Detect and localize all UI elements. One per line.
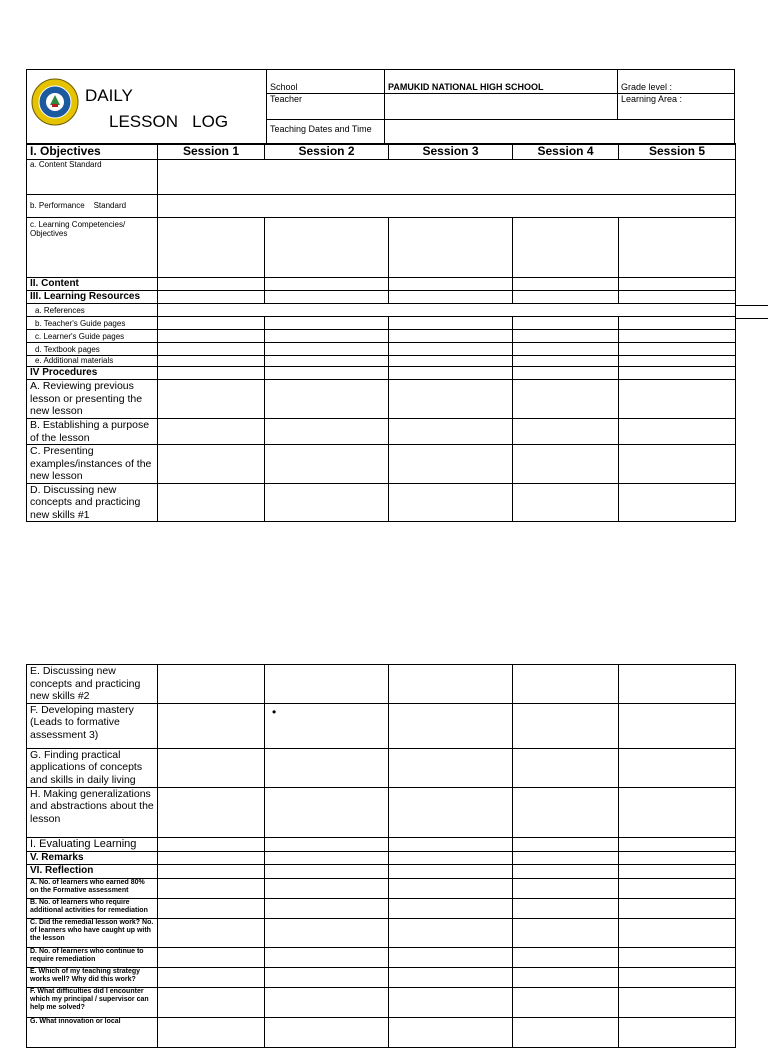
table-row <box>27 291 736 304</box>
school-value: PAMUKID NATIONAL HIGH SCHOOL <box>385 70 618 94</box>
additional-materials-label: e. Additional materials <box>27 356 158 367</box>
school-label: School <box>267 70 385 94</box>
textbook-label: d. Textbook pages <box>27 343 158 356</box>
teacher-label: Teacher <box>267 94 385 120</box>
school-seal-icon <box>31 78 79 131</box>
content-standard-label: a. Content Standard <box>27 160 158 195</box>
procedure-i-label: I. Evaluating Learning <box>27 837 158 851</box>
table-row <box>27 898 736 918</box>
title-lesson-log: LESSON LOG <box>109 112 229 131</box>
reflection-d-label: D. No. of learners who continue to require remediation <box>27 947 158 967</box>
competencies-label: c. Learning Competencies/ Objectives <box>27 218 158 278</box>
remarks-heading: V. Remarks <box>27 851 158 864</box>
table-row <box>27 837 736 851</box>
procedures-heading: IV Procedures <box>27 367 158 380</box>
teacher-value <box>385 94 618 120</box>
bullet-mark: • <box>265 703 389 748</box>
table-row <box>27 1017 736 1047</box>
table-row <box>27 343 736 356</box>
stray-rule-line <box>735 305 768 306</box>
teaching-dates-label: Teaching Dates and Time <box>267 120 385 145</box>
table-row <box>27 918 736 947</box>
procedure-d-label: D. Discussing new concepts and practicing new skills #1 <box>27 483 158 522</box>
teaching-dates-value <box>385 120 735 145</box>
table-row <box>27 330 736 343</box>
table-row <box>27 218 736 278</box>
grade-level-label: Grade level : <box>618 70 735 94</box>
performance-standard-label: b. Performance Standard <box>27 195 158 218</box>
reflection-g-label: G. What innovation or local <box>27 1017 158 1047</box>
table-row <box>27 864 736 878</box>
table-row <box>27 367 736 380</box>
lesson-log-table-page2 <box>26 664 736 1048</box>
table-row <box>27 967 736 987</box>
table-row <box>27 445 736 484</box>
performance-standard-cell <box>158 195 736 218</box>
procedure-h-label: H. Making generalizations and abstractions about the lesson <box>27 787 158 837</box>
procedure-g-label: G. Finding practical applications of concepts and skills in daily living <box>27 748 158 787</box>
procedure-c-label: C. Presenting examples/instances of the new lesson <box>27 445 158 484</box>
reflection-e-label: E. Which of my teaching strategy works well? Why did this work? <box>27 967 158 987</box>
procedure-a-label: A. Reviewing previous lesson or presenting the new lesson <box>27 380 158 419</box>
learners-guide-label: c. Learner's Guide pages <box>27 330 158 343</box>
table-row <box>27 665 736 704</box>
procedure-e-label: E. Discussing new concepts and practicing new skills #2 <box>27 665 158 704</box>
reflection-heading: VI. Reflection <box>27 864 158 878</box>
title-cell <box>27 70 267 145</box>
references-label: a. References <box>27 304 158 317</box>
table-row <box>27 987 736 1017</box>
lesson-log-table-page1 <box>26 143 736 522</box>
header-table <box>26 69 735 145</box>
table-row <box>27 160 736 195</box>
reflection-c-label: C. Did the remedial lesson work? No. of learners who have caught up with the lesson <box>27 918 158 947</box>
table-row <box>27 317 736 330</box>
session-2-header: Session 2 <box>265 144 389 160</box>
table-row <box>27 419 736 445</box>
content-heading: II. Content <box>27 278 158 291</box>
title-daily: DAILY <box>85 86 133 105</box>
column-header-row <box>27 144 736 160</box>
stray-rule-line <box>735 318 768 319</box>
session-4-header: Session 4 <box>513 144 619 160</box>
table-row <box>27 195 736 218</box>
table-row <box>27 703 736 748</box>
table-row <box>27 748 736 787</box>
reflection-f-label: F. What difficulties did I encounter which my principal / supervisor can help me solved? <box>27 987 158 1017</box>
session-5-header: Session 5 <box>619 144 736 160</box>
table-row <box>27 304 736 317</box>
procedure-f-label: F. Developing mastery (Leads to formative assessment 3) <box>27 703 158 748</box>
objectives-heading: I. Objectives <box>27 144 158 160</box>
session-1-header: Session 1 <box>158 144 265 160</box>
table-row <box>27 787 736 837</box>
content-standard-cell <box>158 160 736 195</box>
session-3-header: Session 3 <box>389 144 513 160</box>
table-row <box>27 380 736 419</box>
table-row <box>27 483 736 522</box>
reflection-b-label: B. No. of learners who require additional activities for remediation <box>27 898 158 918</box>
table-row <box>27 278 736 291</box>
learning-area-label: Learning Area : <box>618 94 735 120</box>
resources-heading: III. Learning Resources <box>27 291 158 304</box>
table-row <box>27 851 736 864</box>
table-row <box>27 356 736 367</box>
table-row <box>27 947 736 967</box>
table-row <box>27 878 736 898</box>
reflection-a-label: A. No. of learners who earned 80% on the Formative assessment <box>27 878 158 898</box>
teachers-guide-label: b. Teacher's Guide pages <box>27 317 158 330</box>
procedure-b-label: B. Establishing a purpose of the lesson <box>27 419 158 445</box>
